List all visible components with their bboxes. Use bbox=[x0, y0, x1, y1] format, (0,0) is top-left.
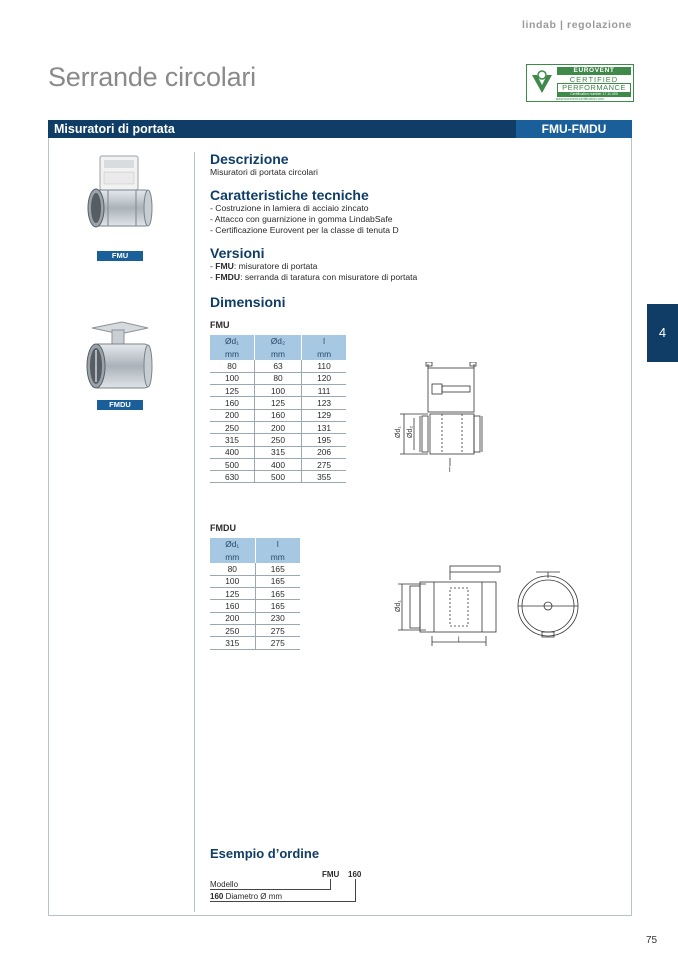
section-title: Misuratori di portata bbox=[54, 122, 175, 136]
fmu-table-title: FMU bbox=[210, 320, 230, 330]
fmu-product-label: FMU bbox=[97, 251, 143, 261]
fmu-table-cell: 120 bbox=[302, 372, 346, 384]
fmdu-header-l: l bbox=[255, 538, 300, 551]
fmdu-unit-row bbox=[210, 551, 300, 564]
dimensioni-heading: Dimensioni bbox=[210, 294, 286, 310]
fmdu-table-cell: 315 bbox=[210, 637, 255, 649]
fmu-table-cell: 100 bbox=[210, 372, 254, 384]
section-bar bbox=[48, 120, 632, 138]
fmdu-table-cell: 200 bbox=[210, 612, 255, 624]
fmdu-product-image bbox=[82, 320, 158, 396]
versioni-item bbox=[210, 272, 417, 283]
order-guide-line bbox=[330, 879, 331, 890]
fmdu-table-cell: 230 bbox=[255, 612, 300, 624]
fmdu-unit: mm bbox=[210, 551, 255, 564]
esempio-heading: Esempio d’ordine bbox=[210, 846, 320, 861]
versioni-prefix: - bbox=[210, 261, 216, 271]
descrizione-text: Misuratori di portata circolari bbox=[210, 167, 318, 177]
fmu-unit-row bbox=[210, 348, 346, 361]
fmdu-table-cell: 80 bbox=[210, 563, 255, 575]
fmdu-table-cell: 275 bbox=[255, 624, 300, 636]
fmu-table-row bbox=[210, 421, 346, 433]
chapter-tab: 4 bbox=[647, 304, 678, 362]
fmu-table-row bbox=[210, 434, 346, 446]
fmu-drawing-l: l bbox=[449, 467, 451, 474]
fmdu-drawing-l: l bbox=[458, 637, 460, 644]
fmu-table-row bbox=[210, 372, 346, 384]
fmdu-product-label: FMDU bbox=[97, 400, 143, 410]
eurovent-line4: Certification number 17.11.000 bbox=[557, 92, 631, 97]
brand-header: lindab | regolazione bbox=[521, 19, 632, 31]
fmu-table-cell: 129 bbox=[302, 409, 346, 421]
fmu-table-cell: 111 bbox=[302, 385, 346, 397]
versioni-heading: Versioni bbox=[210, 245, 265, 261]
page-title: Serrande circolari bbox=[48, 62, 256, 92]
fmdu-table-row bbox=[210, 612, 300, 624]
fmu-table-cell: 160 bbox=[210, 397, 254, 409]
fmu-drawing-d2: Ød₂ bbox=[407, 425, 414, 438]
fmdu-table-row bbox=[210, 624, 300, 636]
fmu-table-row bbox=[210, 385, 346, 397]
section-code: FMU-FMDU bbox=[516, 120, 632, 138]
fmu-table-cell: 275 bbox=[302, 458, 346, 470]
fmdu-table-cell: 250 bbox=[210, 624, 255, 636]
versioni-desc: : serranda di taratura con misuratore di portata bbox=[240, 272, 418, 282]
fmdu-front-drawing bbox=[514, 568, 582, 640]
fmu-table-cell: 123 bbox=[302, 397, 346, 409]
fmu-table-cell: 125 bbox=[254, 397, 301, 409]
caratteristiche-heading: Caratteristiche tecniche bbox=[210, 187, 369, 203]
fmu-unit: mm bbox=[302, 348, 346, 361]
versioni-item bbox=[210, 261, 417, 272]
fmdu-table-row bbox=[210, 637, 300, 649]
fmu-table-cell: 315 bbox=[210, 434, 254, 446]
fmu-table-cell: 195 bbox=[302, 434, 346, 446]
fmu-product-image bbox=[82, 152, 158, 238]
fmu-table-cell: 630 bbox=[210, 471, 254, 483]
fmu-dimension-table bbox=[210, 335, 346, 483]
caratteristiche-item: - Certificazione Eurovent per la classe di tenuta D bbox=[210, 225, 399, 235]
fmdu-table-cell: 160 bbox=[210, 600, 255, 612]
fmu-table-cell: 100 bbox=[254, 385, 301, 397]
order-guide-line bbox=[210, 901, 356, 902]
fmu-table-row bbox=[210, 397, 346, 409]
page-number: 75 bbox=[646, 935, 658, 946]
fmdu-table-cell: 165 bbox=[255, 563, 300, 575]
fmdu-table-cell: 125 bbox=[210, 588, 255, 600]
column-divider bbox=[194, 152, 195, 912]
fmu-table-cell: 206 bbox=[302, 446, 346, 458]
fmdu-table-cell: 165 bbox=[255, 575, 300, 587]
caratteristiche-list bbox=[210, 203, 399, 236]
fmdu-table-cell: 165 bbox=[255, 600, 300, 612]
fmu-table-cell: 63 bbox=[254, 360, 301, 372]
versioni-code: FMDU bbox=[215, 272, 241, 282]
esempio-size: 160 bbox=[348, 870, 362, 879]
fmu-table-row bbox=[210, 446, 346, 458]
fmdu-table-cell: 100 bbox=[210, 575, 255, 587]
fmdu-table-row bbox=[210, 588, 300, 600]
eurovent-line2: CERTIFIED bbox=[569, 75, 619, 84]
fmu-header-row bbox=[210, 335, 346, 348]
versioni-code: FMU bbox=[215, 261, 234, 271]
eurovent-line5: www.eurovent-certification.com bbox=[555, 97, 605, 101]
fmu-drawing-d1: Ød₁ bbox=[395, 426, 402, 438]
caratteristiche-item: - Costruzione in lamiera di acciaio zincato bbox=[210, 203, 369, 213]
eurovent-badge bbox=[526, 64, 634, 102]
fmdu-header-row bbox=[210, 538, 300, 551]
fmu-unit: mm bbox=[254, 348, 301, 361]
fmu-header-d1: Ød₁ bbox=[210, 335, 254, 348]
fmu-table-cell: 110 bbox=[302, 360, 346, 372]
fmu-table-row bbox=[210, 458, 346, 470]
fmu-table-cell: 315 bbox=[254, 446, 301, 458]
fmu-table-row bbox=[210, 360, 346, 372]
fmu-unit: mm bbox=[210, 348, 254, 361]
descrizione-heading: Descrizione bbox=[210, 151, 289, 167]
fmu-table-cell: 250 bbox=[254, 434, 301, 446]
fmu-table-cell: 125 bbox=[210, 385, 254, 397]
esempio-diam-label: Diametro Ø mm bbox=[223, 892, 283, 901]
fmdu-drawing-d1: Ød₁ bbox=[395, 600, 402, 612]
eurovent-line3: PERFORMANCE bbox=[557, 83, 631, 93]
fmu-technical-drawing bbox=[390, 362, 500, 474]
fmdu-table-title: FMDU bbox=[210, 523, 236, 533]
fmu-header-l: l bbox=[302, 335, 346, 348]
fmu-table-cell: 400 bbox=[210, 446, 254, 458]
fmu-table-cell: 400 bbox=[254, 458, 301, 470]
fmdu-table-row bbox=[210, 575, 300, 587]
eurovent-line1: EUROVENT bbox=[557, 67, 631, 75]
fmu-table-cell: 355 bbox=[302, 471, 346, 483]
fmu-table-cell: 200 bbox=[210, 409, 254, 421]
fmdu-unit: mm bbox=[255, 551, 300, 564]
esempio-code: FMU bbox=[322, 870, 340, 879]
fmu-table-row bbox=[210, 409, 346, 421]
fmu-table-cell: 160 bbox=[254, 409, 301, 421]
fmdu-header-d1: Ød₁ bbox=[210, 538, 255, 551]
fmu-table-row bbox=[210, 471, 346, 483]
fmu-table-cell: 131 bbox=[302, 421, 346, 433]
fmu-table-cell: 200 bbox=[254, 421, 301, 433]
fmdu-table-row bbox=[210, 600, 300, 612]
esempio-diam-value: 160 bbox=[210, 892, 224, 901]
fmu-header-d2: Ød₂ bbox=[254, 335, 301, 348]
order-guide-line bbox=[210, 889, 331, 890]
fmdu-table-row bbox=[210, 563, 300, 575]
fmdu-table-cell: 275 bbox=[255, 637, 300, 649]
fmdu-table-cell: 165 bbox=[255, 588, 300, 600]
esempio-diam-line bbox=[210, 892, 282, 901]
eurovent-check-icon bbox=[529, 67, 555, 99]
caratteristiche-item: - Attacco con guarnizione in gomma LindabSafe bbox=[210, 214, 393, 224]
esempio-model-label: Modello bbox=[210, 880, 239, 889]
fmdu-technical-drawing bbox=[390, 562, 510, 650]
fmu-table-cell: 80 bbox=[210, 360, 254, 372]
order-guide-line bbox=[355, 879, 356, 902]
versioni-list bbox=[210, 261, 417, 283]
fmu-table-cell: 250 bbox=[210, 421, 254, 433]
fmu-table-cell: 80 bbox=[254, 372, 301, 384]
fmu-table-cell: 500 bbox=[254, 471, 301, 483]
versioni-desc: : misuratore di portata bbox=[233, 261, 318, 271]
fmdu-dimension-table bbox=[210, 538, 300, 650]
versioni-prefix: - bbox=[210, 272, 216, 282]
fmu-table-cell: 500 bbox=[210, 458, 254, 470]
